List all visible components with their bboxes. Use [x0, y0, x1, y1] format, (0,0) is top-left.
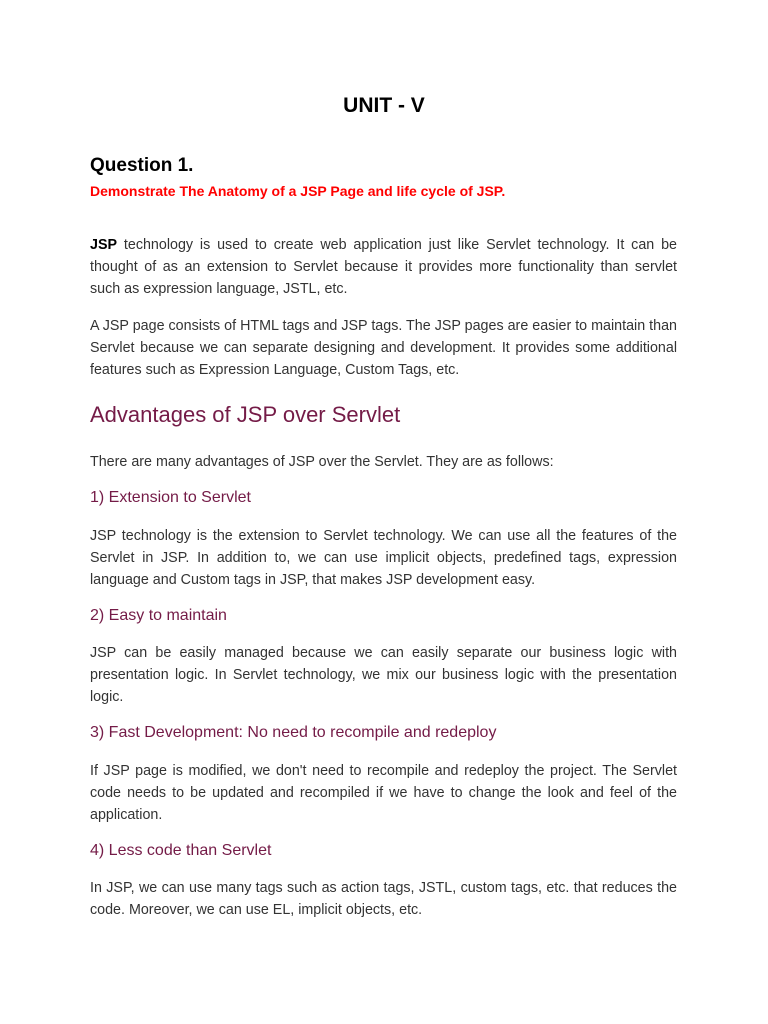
advantage-text-1: JSP technology is the extension to Servlet technology. We can use all the features of the Servlet in JSP. In addition to, we can use implicit objects, predefined tags, expression language and Custom tags in JSP, that makes JSP development easy. [90, 528, 677, 588]
intro-paragraph-1-text: technology is used to create web application just like Servlet technology. It can be thought of as an extension to Servlet because it provides more functionality than servlet such as expression language, JSTL, etc. [90, 237, 677, 297]
advantages-heading: Advantages of JSP over Servlet [90, 402, 401, 427]
advantage-heading-2: 2) Easy to maintain [90, 607, 227, 624]
advantage-heading-1: 1) Extension to Servlet [90, 489, 251, 506]
unit-title: UNIT - V [343, 94, 425, 117]
advantage-heading-4: 4) Less code than Servlet [90, 842, 272, 859]
advantage-text-2: JSP can be easily managed because we can easily separate our business logic with presentation logic. In Servlet technology, we mix our business logic with the presentation logic. [90, 645, 677, 705]
advantage-text-4: In JSP, we can use many tags such as action tags, JSTL, custom tags, etc. that reduces the code. Moreover, we can use EL, implicit objects, etc. [90, 880, 677, 918]
intro-paragraph-2: A JSP page consists of HTML tags and JSP tags. The JSP pages are easier to maintain than Servlet because we can separate designing and development. It provides some additional features such as Expression Language, Custom Tags, etc. [90, 318, 677, 378]
advantages-lead: There are many advantages of JSP over the Servlet. They are as follows: [90, 454, 554, 470]
question-subtitle: Demonstrate The Anatomy of a JSP Page and life cycle of JSP. [90, 183, 506, 199]
question-title: Question 1. [90, 155, 194, 176]
advantage-heading-3: 3) Fast Development: No need to recompile and redeploy [90, 724, 497, 741]
intro-bold-term: JSP [90, 237, 118, 253]
advantage-text-3: If JSP page is modified, we don't need to recompile and redeploy the project. The Servlet code needs to be updated and recompiled if we have to change the look and feel of the application. [90, 763, 677, 823]
intro-paragraph-1 [90, 235, 677, 300]
